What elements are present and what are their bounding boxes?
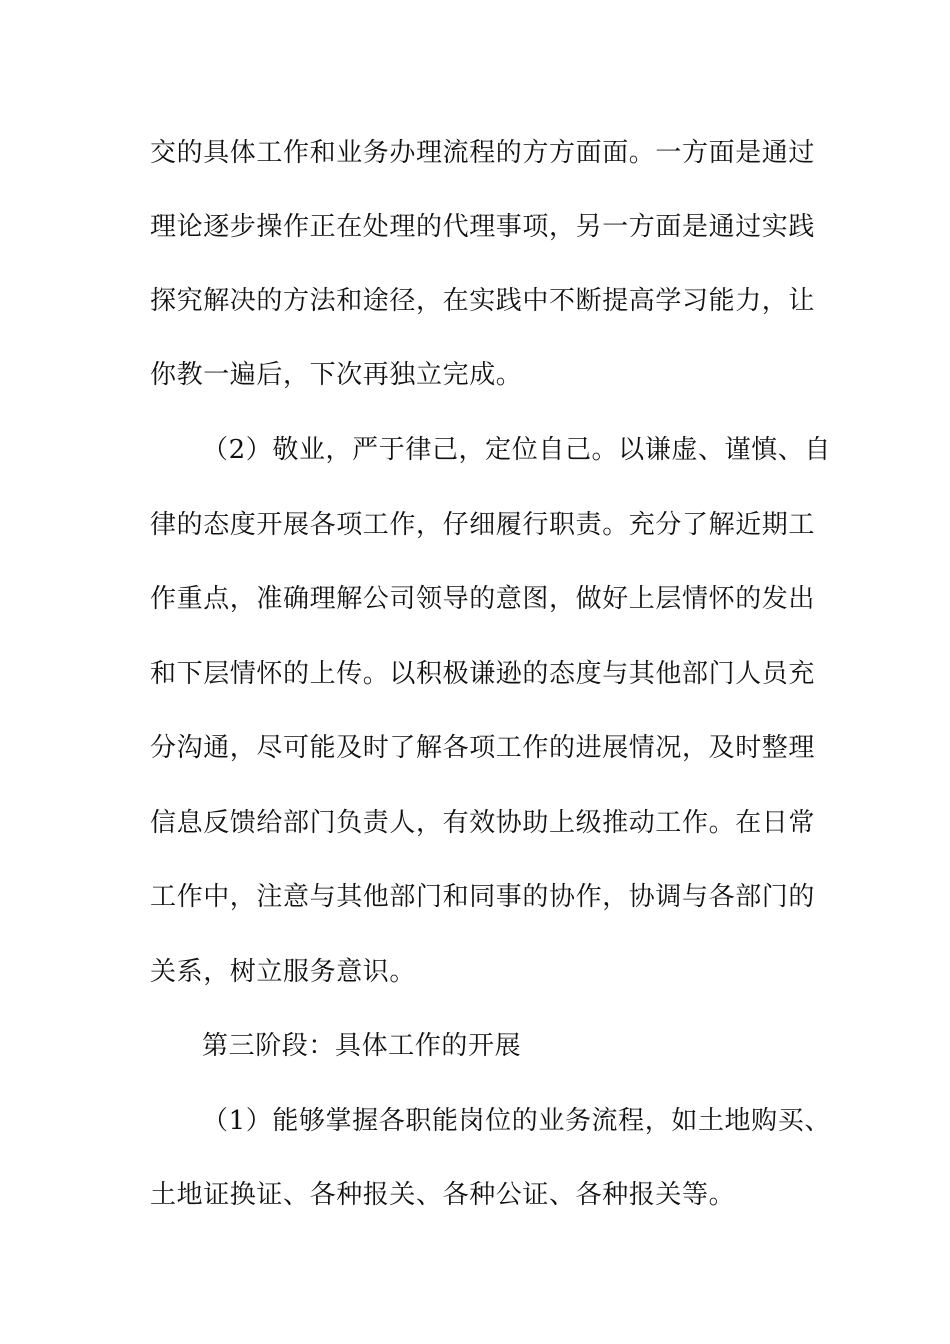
paragraph-line: 工作中，注意与其他部门和同事的协作，协调与各部门的 [150,882,816,912]
paragraph-line: 土地证换证、各种报关、各种公证、各种报关等。 [150,1180,736,1210]
paragraph-line: （2）敬业，严于律己，定位自己。以谦虚、谨慎、自 [202,435,831,465]
section-heading: 第三阶段：具体工作的开展 [202,1031,522,1061]
paragraph-line: 交的具体工作和业务办理流程的方方面面。一方面是通过 [150,138,816,168]
paragraph-line: 律的态度开展各项工作，仔细履行职责。充分了解近期工 [150,510,816,540]
paragraph-line: 探究解决的方法和途径，在实践中不断提高学习能力，让 [150,286,816,316]
paragraph-line: 和下层情怀的上传。以积极谦逊的态度与其他部门人员充 [150,659,816,689]
paragraph-line: 信息反馈给部门负责人，有效协助上级推动工作。在日常 [150,808,816,838]
paragraph-line: 理论逐步操作正在处理的代理事项，另一方面是通过实践 [150,212,816,242]
paragraph-line: （1）能够掌握各职能岗位的业务流程，如土地购买、 [202,1106,831,1136]
paragraph-line: 作重点，准确理解公司领导的意图，做好上层情怀的发出 [150,584,816,614]
paragraph-line: 分沟通，尽可能及时了解各项工作的进展情况，及时整理 [150,733,816,763]
paragraph-line: 关系，树立服务意识。 [150,957,417,987]
paragraph-line: 你教一遍后，下次再独立完成。 [150,360,523,390]
